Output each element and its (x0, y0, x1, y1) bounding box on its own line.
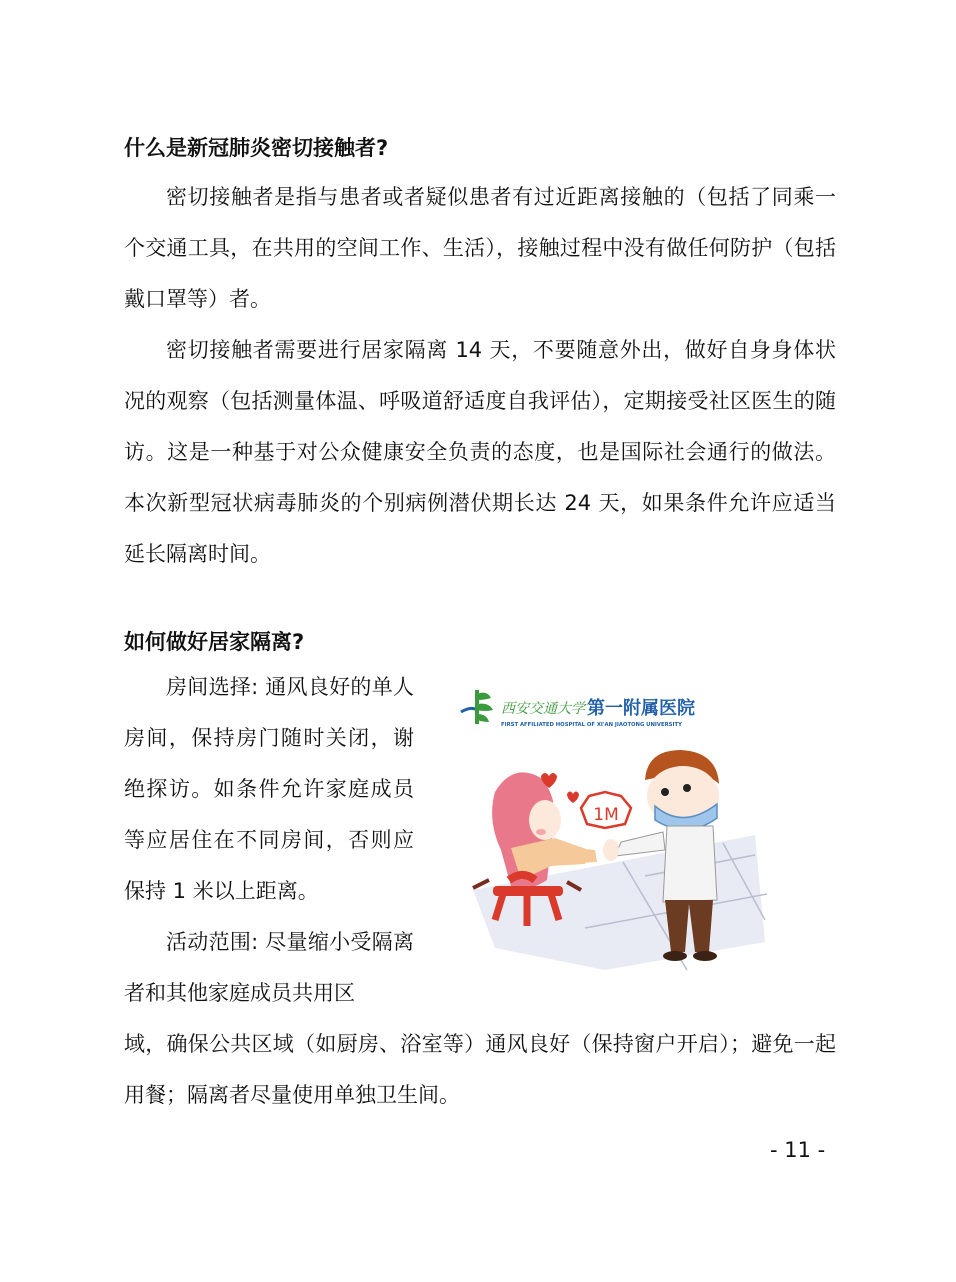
heart-icon (567, 792, 579, 804)
illustration-svg (455, 680, 775, 980)
page-number: - 11 - (770, 1138, 826, 1162)
isolation-illustration (455, 680, 775, 980)
logo-script-text: 西安交通大学 (501, 701, 585, 717)
paragraph-definition: 密切接触者是指与患者或者疑似患者有过近距离接触的（包括了同乘一个交通工具，在共用的空间工作、生活），接触过程中没有做任何防护（包括戴口罩等）者。 (124, 185, 836, 311)
logo-hospital-name: 第一附属医院 (587, 698, 695, 719)
section-heading-close-contact: 什么是新冠肺炎密切接触者? (124, 136, 389, 160)
paragraph-quarantine-14-days: 密切接触者需要进行居家隔离 14 天，不要随意外出，做好自身身体状况的观察（包括测量体温、呼吸道舒适度自我评估），定期接受社区医生的随访。这是一种基于对公众健康安全负责的态度，也是国际社会通行的做法。本次新型冠状病毒肺炎的个别病例潜伏期长达 24 天，如果条件允许应适当延长隔离时间。 (124, 338, 836, 566)
paragraph-room-choice: 房间选择: 通风良好的单人房间，保持房门随时关闭，谢绝探访。如条件允许家庭成员等应居住在不同房间，否则应保持 1 米以上距离。 (124, 675, 414, 903)
hospital-logo (461, 690, 695, 728)
paragraph-activity-range-continued: 域，确保公共区域（如厨房、浴室等）通风良好（保持窗户开启）；避免一起用餐；隔离者尽量使用单独卫生间。 (124, 1032, 836, 1107)
paragraph-activity-range-start: 活动范围: 尽量缩小受隔离者和其他家庭成员共用区 (124, 930, 414, 1005)
section-heading-home-isolation: 如何做好居家隔离? (124, 630, 305, 654)
distance-label: 1M (593, 805, 619, 825)
distance-badge (581, 792, 631, 828)
logo-english-name: FIRST AFFILIATED HOSPITAL OF XI'AN JIAOTONG UNIVERSITY (501, 722, 682, 728)
